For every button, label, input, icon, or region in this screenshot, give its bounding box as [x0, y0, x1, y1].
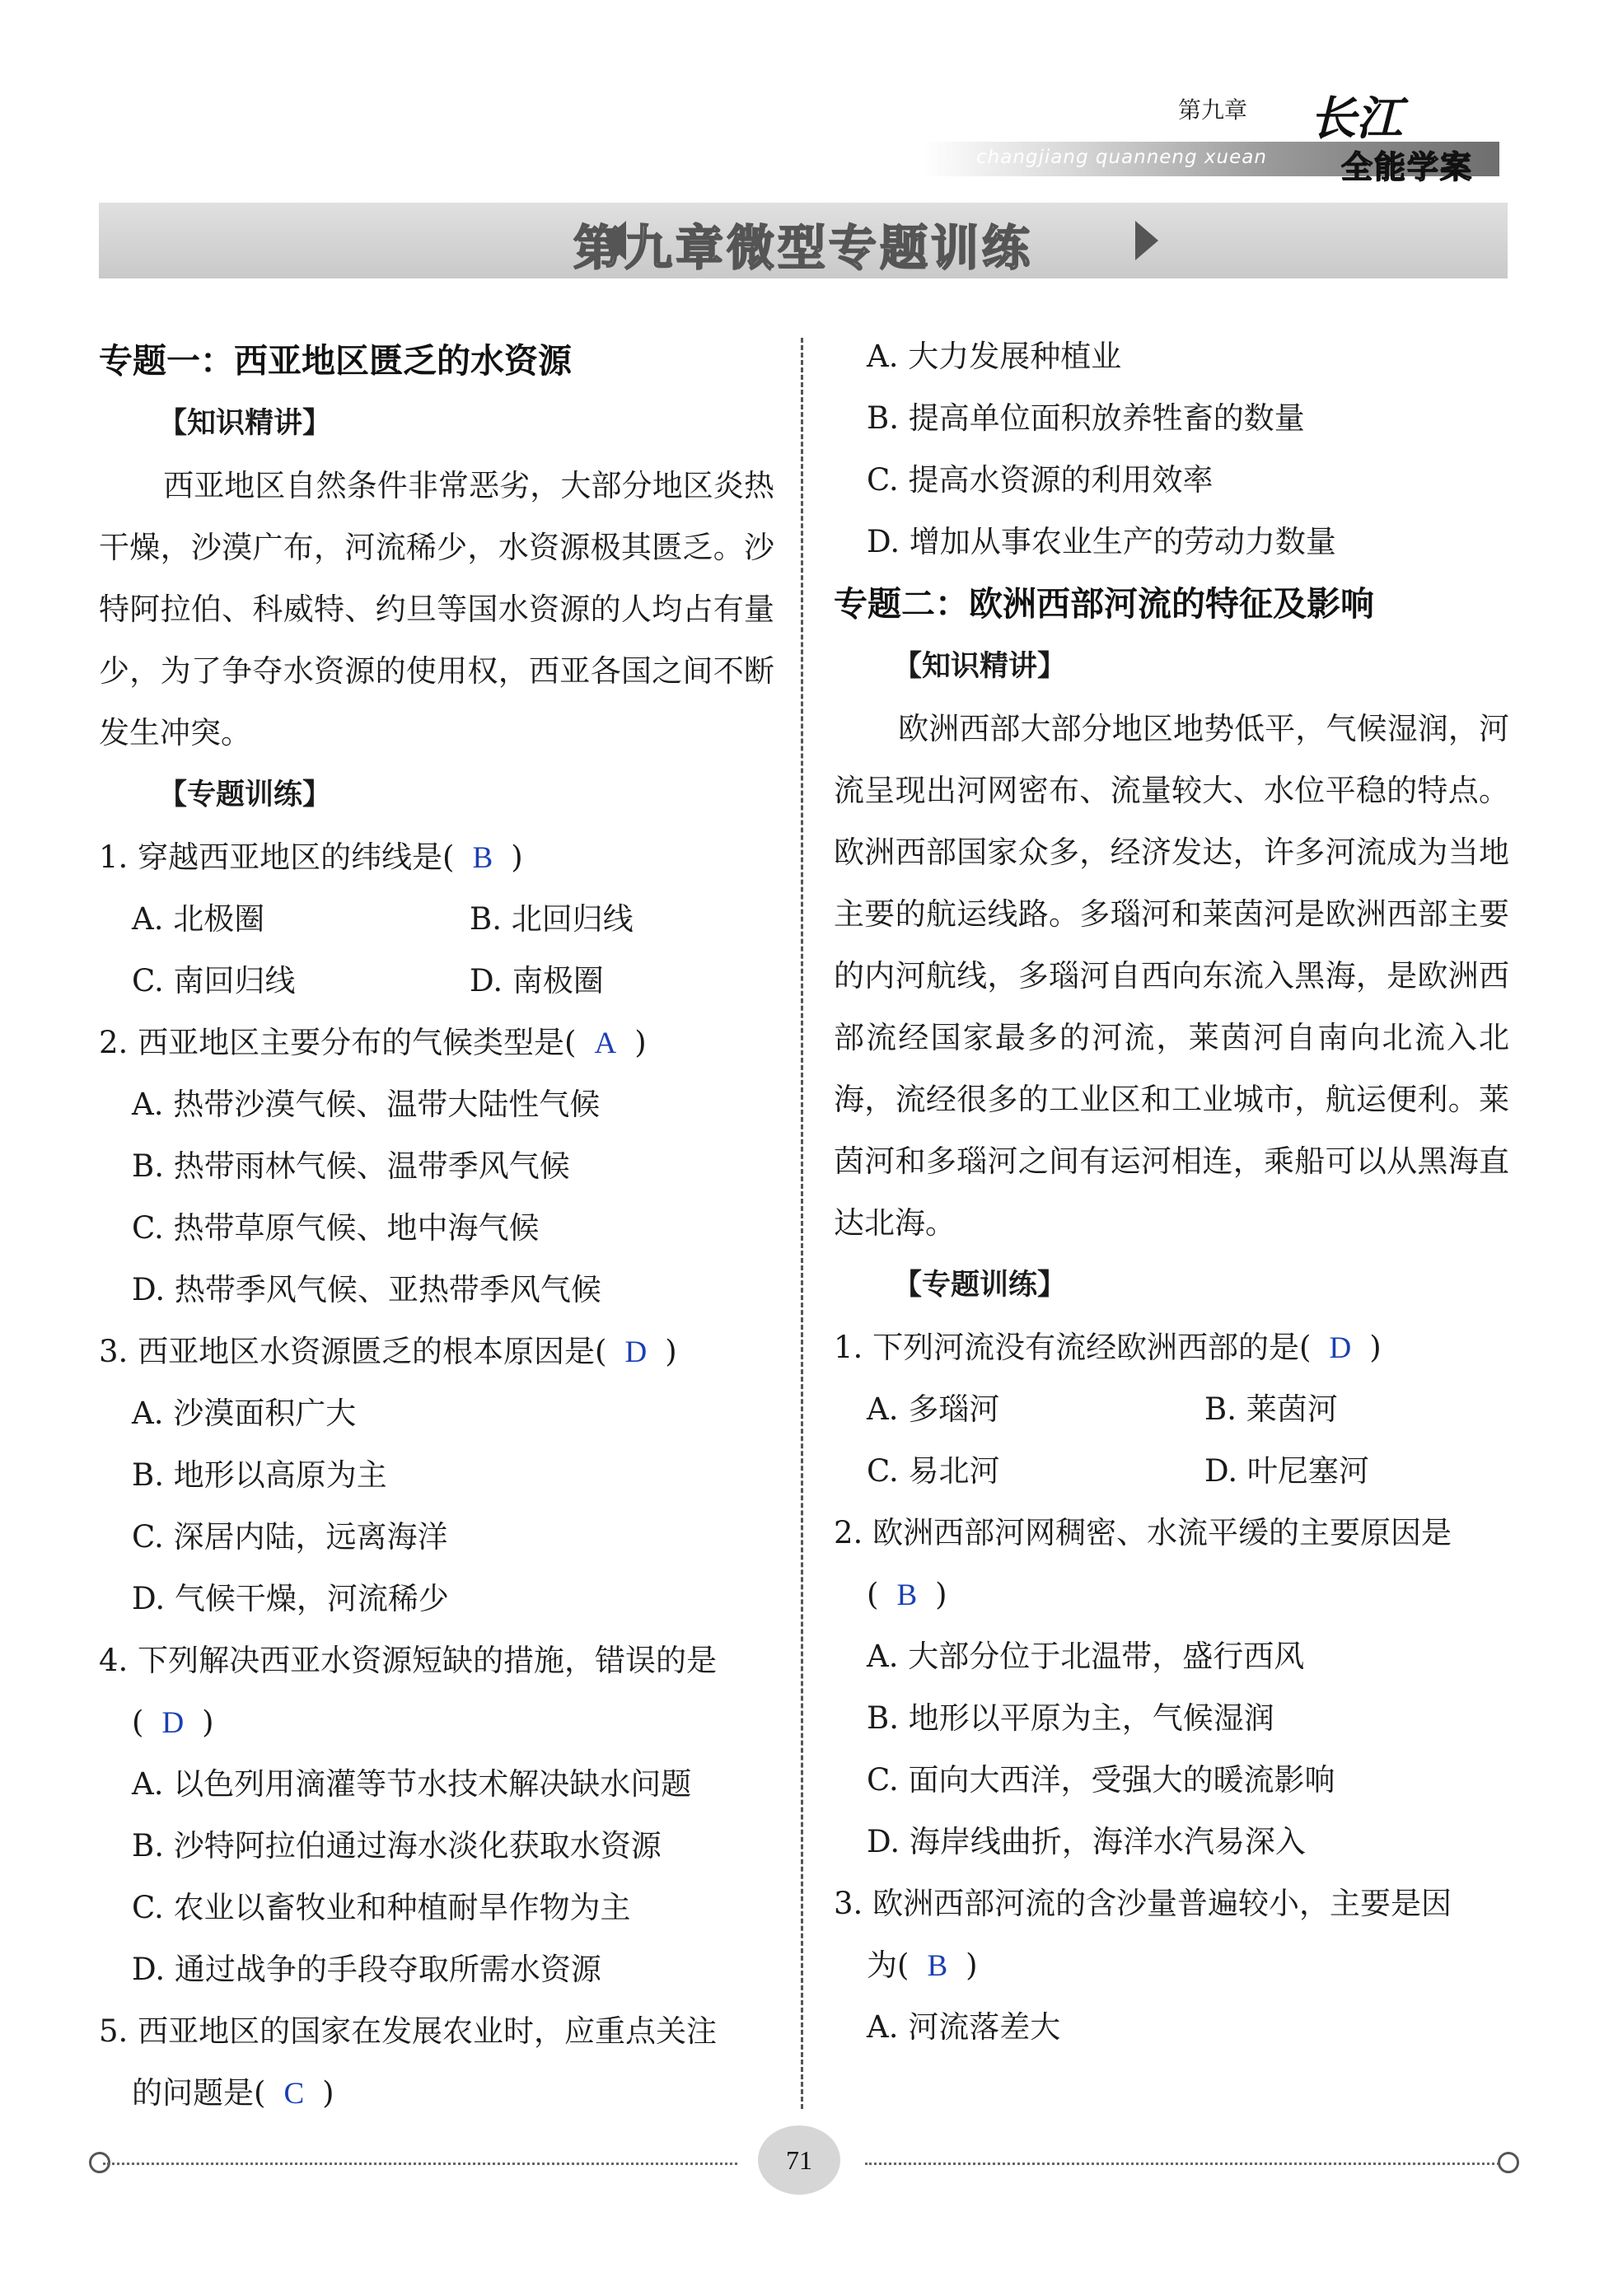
option: D. 气候干燥，河流稀少	[132, 1581, 449, 1616]
header-subtitle: changjiang quanneng xuean	[976, 147, 1267, 168]
option: B. 沙特阿拉伯通过海水淡化获取水资源	[132, 1828, 662, 1863]
question-3: 3. 欧洲西部河流的含沙量普遍较小，主要是因	[834, 1886, 1452, 1921]
option: C. 热带草原气候、地中海气候	[132, 1210, 540, 1246]
option: A. 北极圈	[132, 901, 265, 937]
question-2: 2. 欧洲西部河网稠密、水流平缓的主要原因是	[834, 1515, 1452, 1550]
page-number: 71	[758, 2125, 840, 2195]
question-1: 1. 穿越西亚地区的纬线是( B )	[99, 839, 523, 875]
option: A. 以色列用滴灌等节水技术解决缺水问题	[132, 1766, 692, 1802]
page-title: 第九章微型专题训练	[573, 220, 1033, 276]
footer-ornament-icon	[1498, 2152, 1519, 2173]
option: D. 海岸线曲折，海洋水汽易深入	[867, 1824, 1306, 1859]
chapter-label: 第九章	[1178, 96, 1248, 124]
option: A. 河流落差大	[867, 2009, 1061, 2045]
option: A. 多瑙河	[867, 1391, 1000, 1427]
option: D. 叶尼塞河	[1204, 1453, 1369, 1489]
option: C. 提高水资源的利用效率	[867, 462, 1214, 498]
option: B. 地形以平原为主，气候湿润	[867, 1700, 1274, 1736]
option: D. 通过战争的手段夺取所需水资源	[132, 1952, 601, 1987]
knowledge-label: 【知识精讲】	[158, 407, 332, 440]
option: C. 面向大西洋，受强大的暖流影响	[867, 1762, 1335, 1798]
knowledge-text: 西亚地区自然条件非常恶劣，大部分地区炎热干燥，沙漠广布，河流稀少，水资源极其匮乏。沙特阿拉伯、科威特、约旦等国水资源的人均占有量少，为了争夺水资源的使用权，西亚各国之间不断发生冲突。	[99, 468, 774, 751]
question-4-answer: ( D )	[132, 1704, 214, 1740]
option: A. 大部分位于北温带，盛行西风	[867, 1639, 1305, 1674]
training-label: 【专题训练】	[893, 1269, 1067, 1302]
column-divider	[801, 338, 803, 2109]
option: C. 易北河	[867, 1453, 1000, 1489]
answer: B	[472, 841, 493, 875]
question-3: 3. 西亚地区水资源匮乏的根本原因是( D )	[99, 1334, 677, 1369]
left-column	[99, 330, 774, 2124]
answer: A	[594, 1026, 617, 1060]
option: D. 增加从事农业生产的劳动力数量	[867, 524, 1336, 559]
section-title-2: 专题二：欧洲西部河流的特征及影响	[834, 584, 1374, 624]
footer-line-right	[865, 2163, 1499, 2165]
answer: B	[927, 1949, 948, 1983]
title-band	[99, 203, 1508, 278]
question-2-answer: ( B )	[867, 1577, 947, 1612]
option: B. 北回归线	[470, 901, 634, 937]
question-4: 4. 下列解决西亚水资源短缺的措施，错误的是	[99, 1643, 718, 1678]
option: B. 地形以高原为主	[132, 1457, 387, 1493]
option: B. 莱茵河	[1204, 1391, 1338, 1427]
question-1: 1. 下列河流没有流经欧洲西部的是( D )	[834, 1330, 1382, 1365]
option: C. 农业以畜牧业和种植耐旱作物为主	[132, 1890, 631, 1925]
knowledge-label: 【知识精讲】	[893, 650, 1067, 683]
knowledge-text: 欧洲西部大部分地区地势低平，气候湿润，河流呈现出河网密布、流量较大、水位平稳的特点。欧洲西部国家众多，经济发达，许多河流成为当地主要的航运线路。多瑙河和莱茵河是欧洲西部主要的内河航线，多瑙河自西向东流入黑海，是欧洲西部流经国家最多的河流，莱茵河自南向北流入北海，流经很多的工业区和工业城市，航运便利。莱茵河和多瑙河之间有运河相连，乘船可以从黑海直达北海。	[834, 711, 1509, 1241]
question-2: 2. 西亚地区主要分布的气候类型是( A )	[99, 1025, 647, 1060]
section-title-1: 专题一：西亚地区匮乏的水资源	[99, 341, 572, 381]
option: D. 热带季风气候、亚热带季风气候	[132, 1272, 601, 1307]
training-label: 【专题训练】	[158, 779, 332, 811]
option: B. 热带雨林气候、温带季风气候	[132, 1148, 570, 1184]
answer: B	[896, 1578, 918, 1612]
option: D. 南极圈	[470, 963, 604, 998]
option: A. 沙漠面积广大	[132, 1396, 357, 1431]
question-3-cont: 为( B )	[867, 1948, 978, 1983]
option: C. 深居内陆，远离海洋	[132, 1519, 448, 1555]
option: B. 提高单位面积放养牲畜的数量	[867, 400, 1305, 436]
answer: D	[161, 1706, 185, 1740]
logo-top-text: 长江	[1310, 91, 1402, 146]
option: A. 热带沙漠气候、温带大陆性气候	[132, 1087, 601, 1122]
triangle-right-icon	[1135, 221, 1158, 260]
logo-bottom-text: 全能学案	[1341, 149, 1474, 185]
answer: D	[1329, 1331, 1352, 1365]
footer-line-left	[103, 2163, 737, 2165]
option: A. 大力发展种植业	[867, 339, 1122, 374]
brand-logo	[1310, 82, 1508, 185]
answer: C	[283, 2077, 305, 2111]
right-column	[834, 325, 1509, 2058]
answer: D	[624, 1335, 648, 1369]
question-5: 5. 西亚地区的国家在发展农业时，应重点关注	[99, 2013, 718, 2049]
option: C. 南回归线	[132, 963, 296, 998]
question-5-cont: 的问题是( C )	[132, 2075, 334, 2111]
